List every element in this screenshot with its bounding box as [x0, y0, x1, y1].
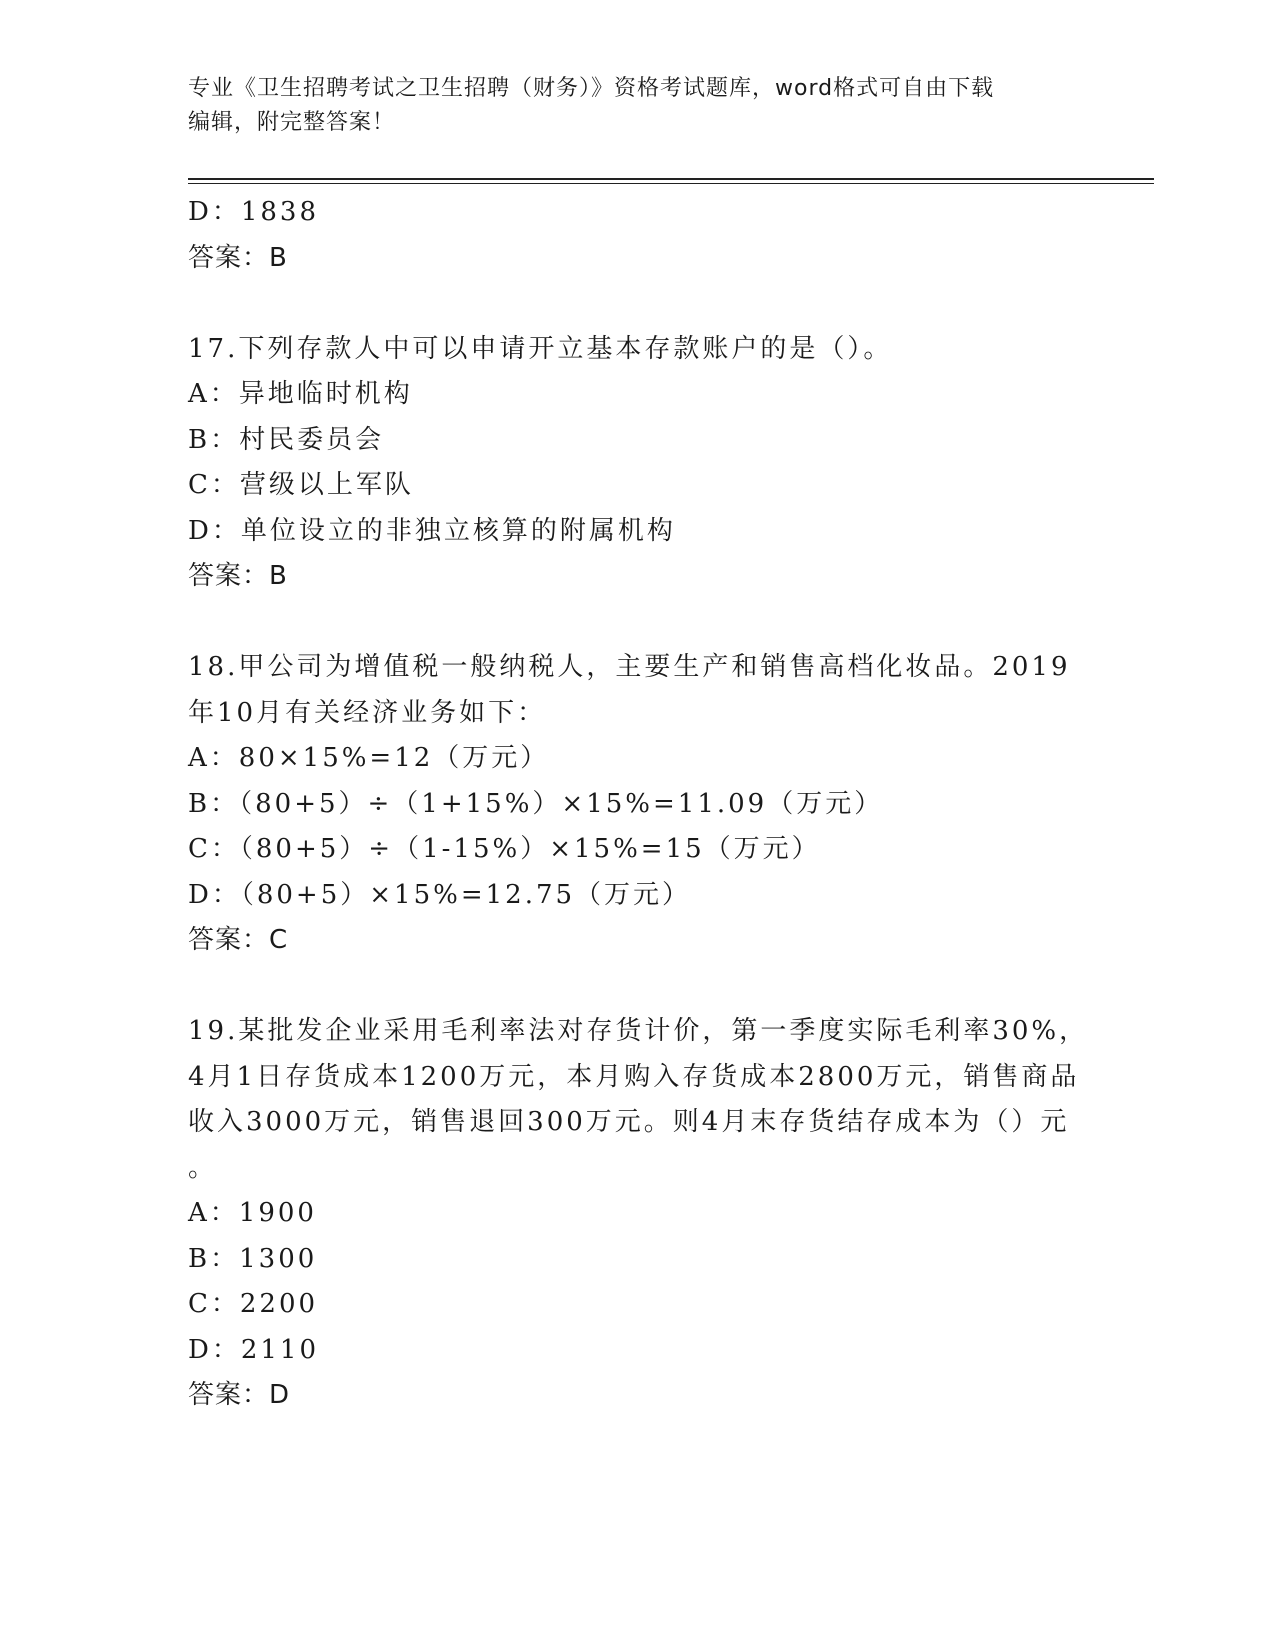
q17-answer: 答案：B [188, 561, 288, 591]
q17-stem: 17.下列存款人中可以申请开立基本存款账户的是（）。 [188, 333, 893, 364]
q19-stem-line-3: 收入3000万元，销售退回300万元。则4月末存货结存成本为（）元 [188, 1107, 1070, 1137]
q17-option-b: B：村民委员会 [188, 424, 385, 455]
q19-option-a: A：1900 [188, 1198, 317, 1228]
question-list [188, 190, 1088, 1419]
header-line-2: 编辑，附完整答案！ [188, 110, 396, 135]
spacer [188, 281, 1088, 327]
q16-answer: 答案：B [188, 242, 288, 273]
spacer [188, 964, 1088, 1010]
q18-option-b: B：（80+5）÷（1+15%）×15%=11.09（万元） [188, 788, 884, 819]
q19-stem-line-2: 4月1日存货成本1200万元，本月购入存货成本2800万元，销售商品 [188, 1061, 1080, 1092]
q18-stem-line-1: 18.甲公司为增值税一般纳税人，主要生产和销售高档化妆品。2019 [188, 652, 1071, 682]
header-divider-thick [188, 178, 1154, 180]
header-divider-thin [188, 183, 1154, 184]
q17-option-c: C：营级以上军队 [188, 470, 414, 500]
q17-option-a: A：异地临时机构 [188, 379, 413, 409]
q19-option-b: B：1300 [188, 1243, 318, 1274]
document-header [188, 72, 1088, 140]
q17-option-d: D：单位设立的非独立核算的附属机构 [188, 515, 676, 546]
header-line-1: 专业《卫生招聘考试之卫生招聘（财务）》资格考试题库，word格式可自由下载 [188, 76, 995, 101]
q19-stem-line-1: 19.某批发企业采用毛利率法对存货计价，第一季度实际毛利率30%， [188, 1016, 1089, 1046]
spacer [188, 600, 1088, 646]
q18-stem-line-2: 年10月有关经济业务如下： [188, 697, 547, 728]
q16-option-d: D：1838 [188, 197, 320, 227]
q18-option-a: A：80×15%=12（万元） [188, 743, 550, 773]
q19-stem-line-4: 。 [188, 1152, 218, 1183]
q18-option-c: C：（80+5）÷（1-15%）×15%=15（万元） [188, 834, 821, 864]
q19-option-c: C：2200 [188, 1289, 319, 1319]
q19-option-d: D：2110 [188, 1334, 320, 1365]
q18-answer: 答案：C [188, 925, 289, 955]
q19-answer: 答案：D [188, 1380, 291, 1410]
q18-option-d: D：（80+5）×15%=12.75（万元） [188, 879, 692, 910]
